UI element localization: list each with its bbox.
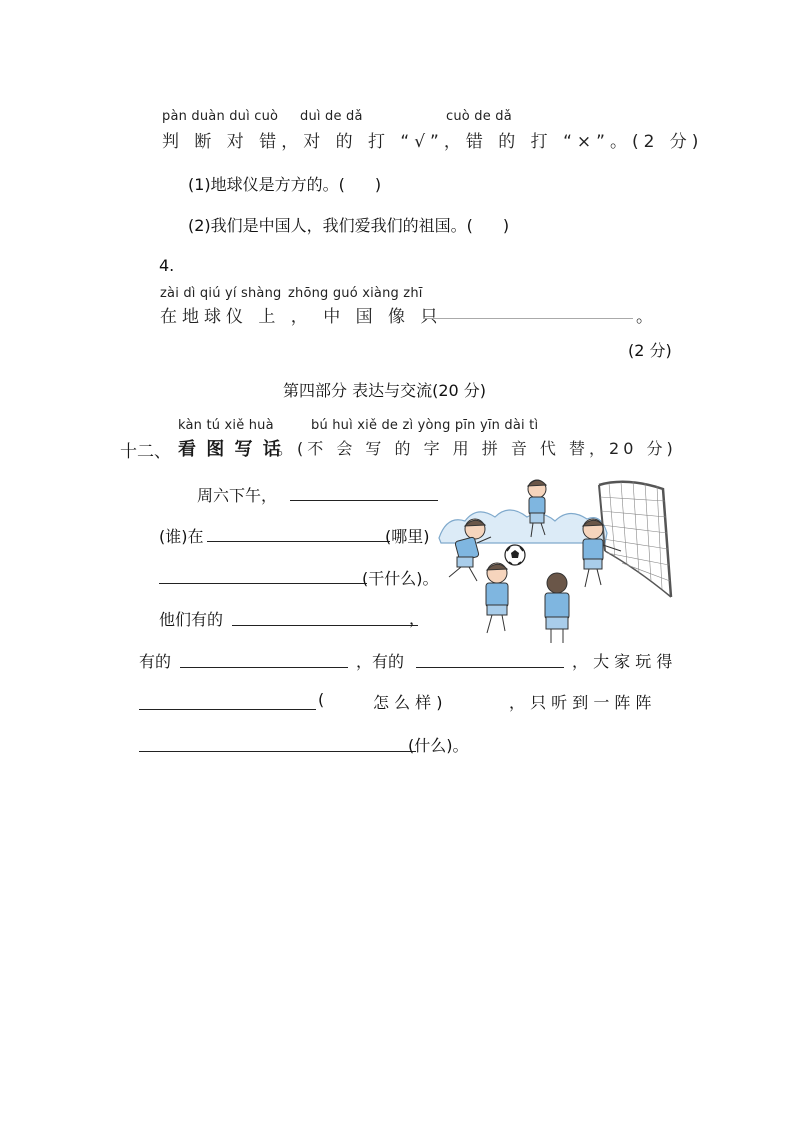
kid-back bbox=[545, 573, 569, 643]
line7-what: (什么)。 bbox=[408, 736, 469, 755]
answer-blank-7[interactable] bbox=[139, 709, 316, 710]
line2-who: (谁)在 bbox=[159, 527, 204, 546]
pinyin-q12-a: kàn tú xiě huà bbox=[178, 418, 274, 433]
pinyin-right: duì de dǎ bbox=[300, 109, 363, 124]
line5-others: ，有的 bbox=[356, 652, 405, 671]
pinyin-q12-b: bú huì xiě de zì yòng pīn yīn dài tì bbox=[311, 418, 539, 433]
answer-blank-5[interactable] bbox=[180, 667, 348, 668]
line2-where: (哪里) bbox=[385, 527, 430, 546]
answer-blank-2[interactable] bbox=[207, 541, 390, 542]
question-2: (2)我们是中国人，我们爱我们的祖国。( ) bbox=[188, 216, 510, 235]
line3-what: (干什么)。 bbox=[362, 569, 439, 588]
line1-label: 周六下午， bbox=[197, 486, 278, 505]
question-4-end: 。 bbox=[636, 307, 658, 327]
soccer-ball bbox=[505, 545, 525, 565]
soccer-illustration bbox=[437, 473, 675, 645]
line6-how: 怎 么 样 ) bbox=[373, 693, 443, 712]
part4-title: 第四部分 表达与交流(20 分) bbox=[283, 381, 487, 400]
line5-everyone: ， 大 家 玩 得 bbox=[572, 652, 673, 671]
pinyin-q4-b: zhōng guó xiàng zhī bbox=[288, 286, 423, 301]
answer-blank-1[interactable] bbox=[290, 500, 438, 501]
line5-some: 有的 bbox=[139, 652, 172, 671]
kid-right bbox=[583, 519, 621, 587]
soccer-goal bbox=[599, 481, 671, 597]
pinyin-wrong: cuò de dǎ bbox=[446, 109, 512, 124]
question-4-score: (2 分) bbox=[628, 341, 672, 360]
line4-comma: ， bbox=[409, 609, 426, 628]
pinyin-judge: pàn duàn duì cuò bbox=[162, 109, 279, 124]
question-12-number: 十二、 bbox=[120, 442, 171, 462]
answer-blank-6[interactable] bbox=[416, 667, 564, 668]
answer-blank-4[interactable] bbox=[232, 625, 418, 626]
answer-blank-q4[interactable] bbox=[423, 318, 633, 319]
judge-instruction: 判 断 对 错，对 的 打 “√”，错 的 打 “×”。(2 分) bbox=[162, 132, 704, 152]
line4-label: 他们有的 bbox=[159, 610, 224, 629]
answer-blank-8[interactable] bbox=[139, 751, 416, 752]
answer-blank-3[interactable] bbox=[159, 583, 367, 584]
line6-open: ( bbox=[318, 690, 325, 709]
question-12-title: 看 图 写 话 bbox=[178, 439, 283, 460]
question-1: (1)地球仪是方方的。( ) bbox=[188, 175, 382, 194]
line6-heard: ， 只 听 到 一 阵 阵 bbox=[509, 693, 652, 712]
kid-center bbox=[486, 563, 508, 633]
question-4-text: 在地球仪 上 ， 中 国 像 只 bbox=[160, 307, 443, 327]
pinyin-q4-a: zài dì qiú yí shàng bbox=[160, 286, 282, 301]
question-12-instruction: 。(不 会 写 的 字 用 拼 音 代 替，20 分) bbox=[277, 439, 677, 458]
question-4-number: 4. bbox=[159, 256, 175, 275]
